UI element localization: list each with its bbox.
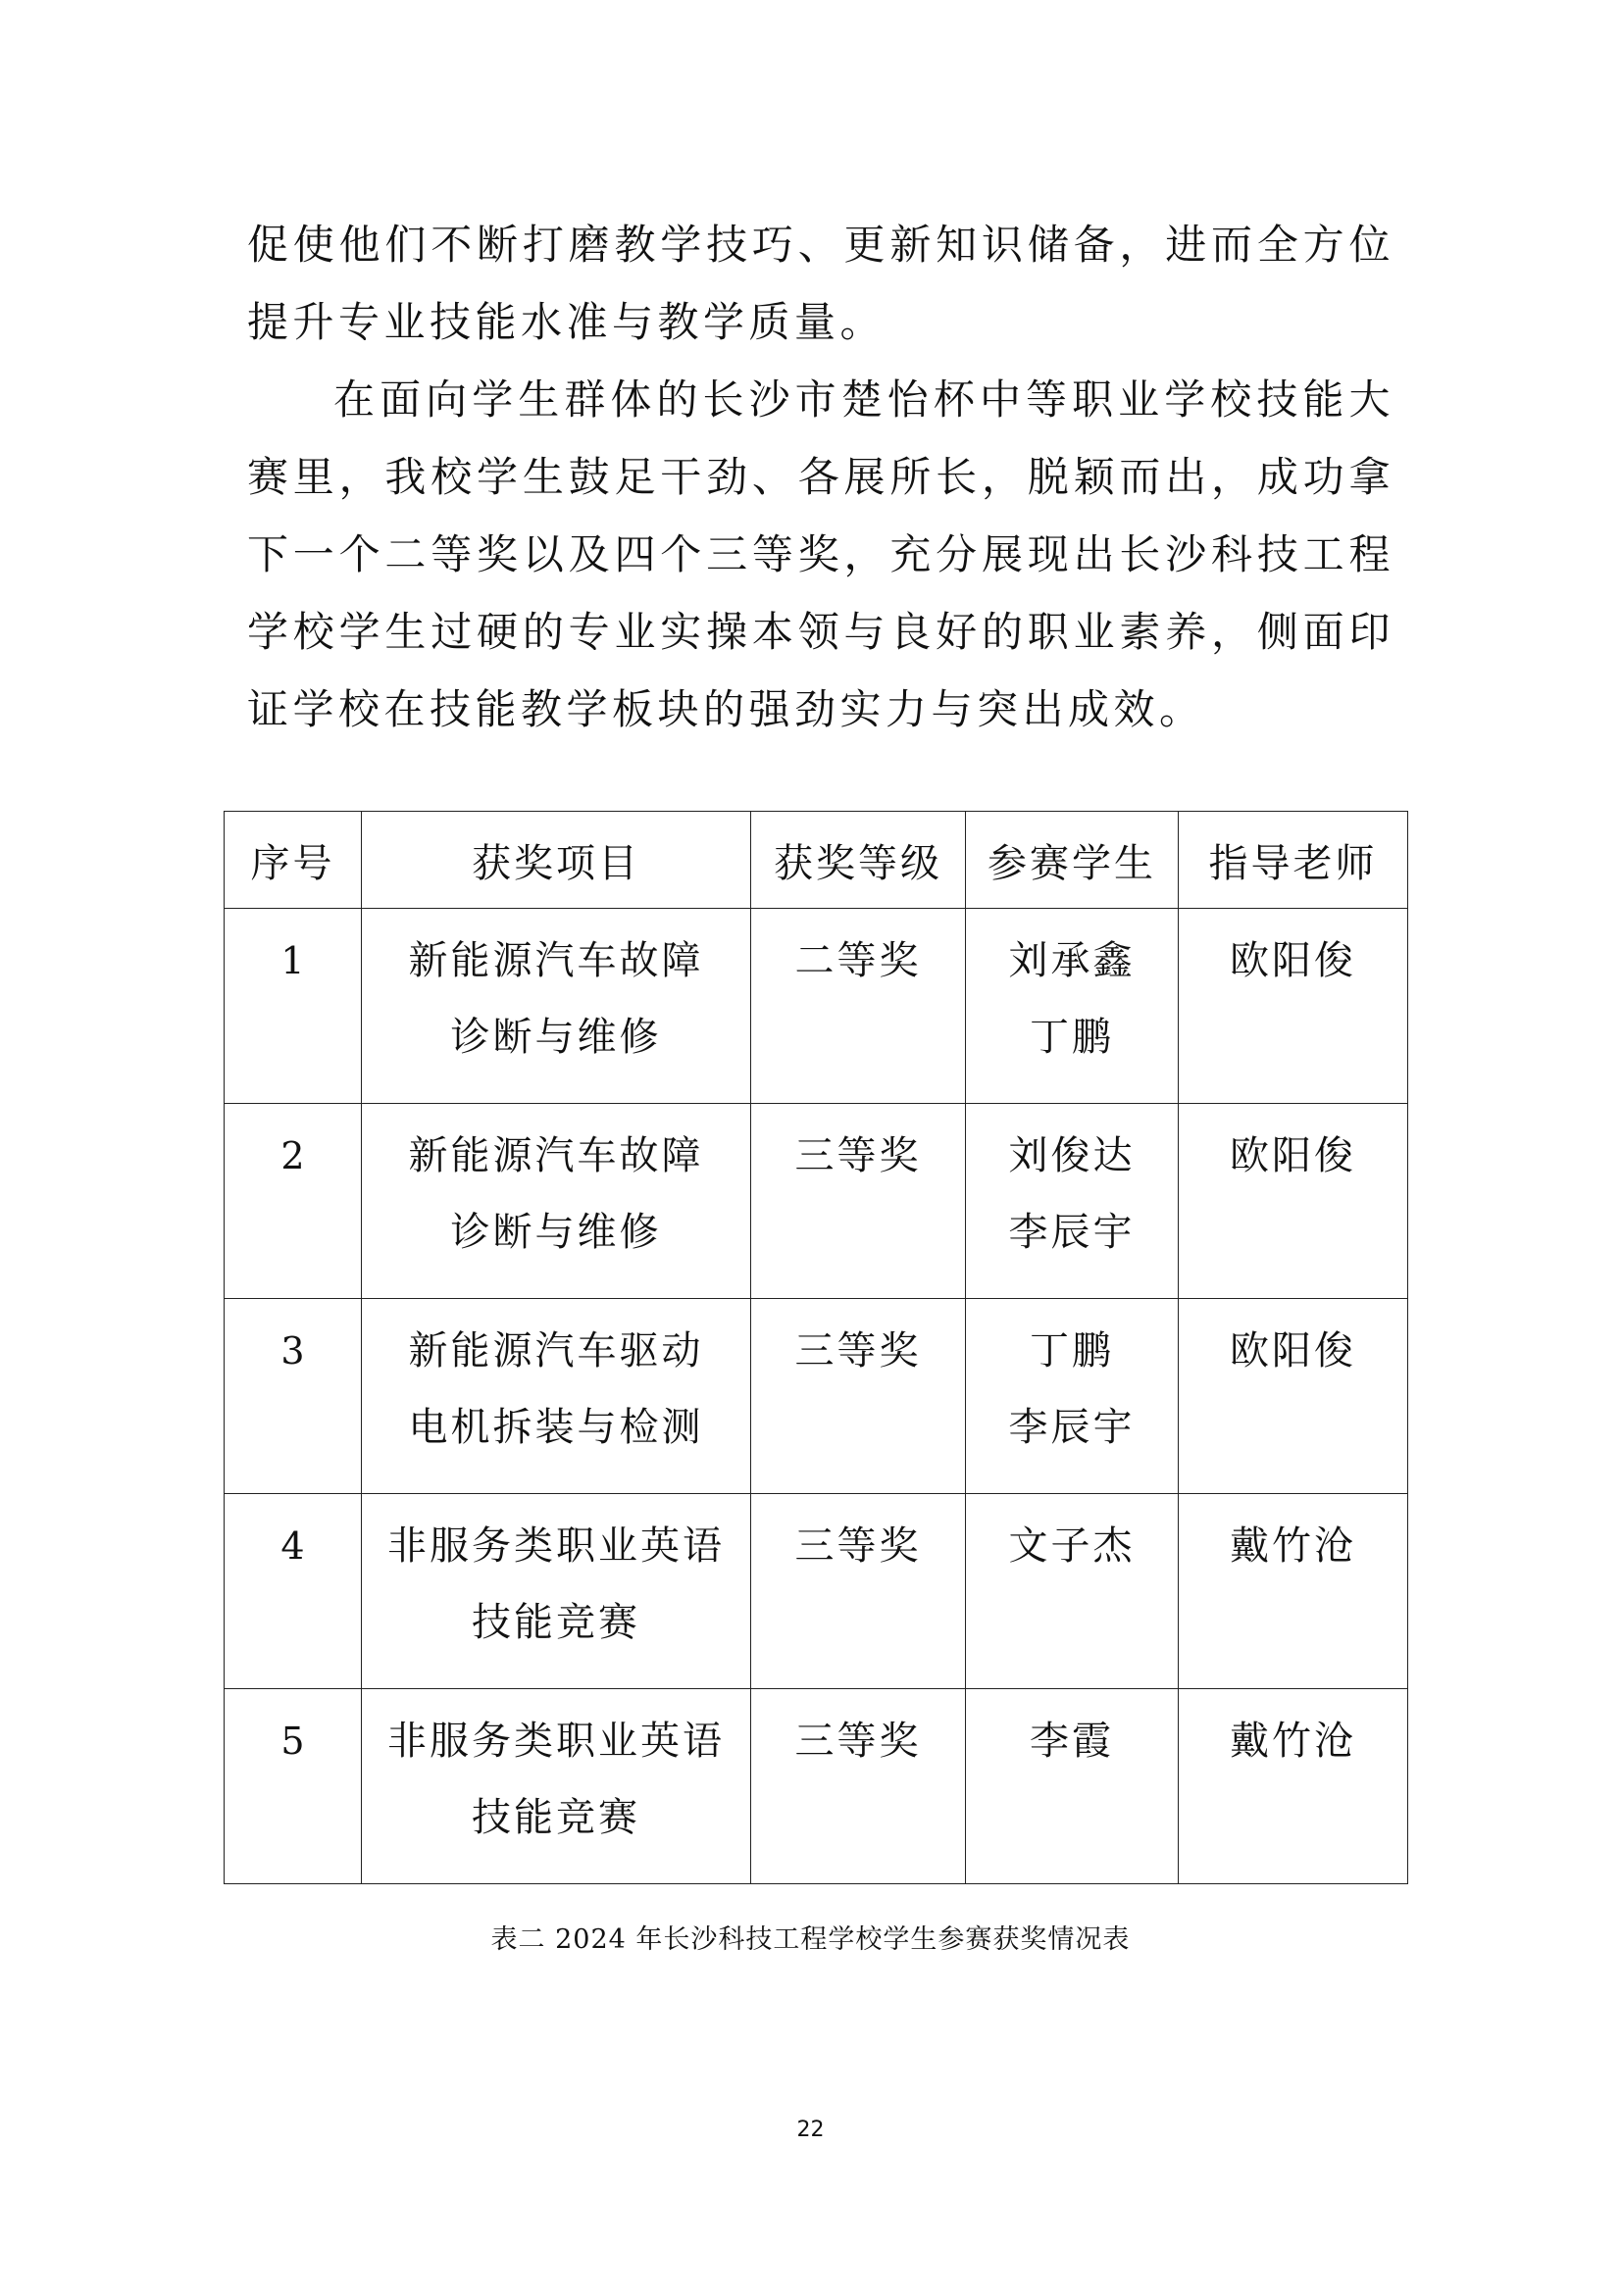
student-name: 丁鹏 — [1030, 1328, 1114, 1373]
student-name: 李辰宇 — [1008, 1405, 1136, 1450]
row-level: 三等奖 — [751, 1689, 966, 1884]
student-name: 文子杰 — [1008, 1523, 1136, 1569]
table-caption: 表二 2024 年长沙科技工程学校学生参赛获奖情况表 — [490, 1924, 1131, 1955]
header-index: 序号 — [225, 812, 362, 909]
table-row — [225, 1104, 1408, 1299]
project-line: 诊断与维修 — [450, 1210, 662, 1255]
student-name: 刘俊达 — [1008, 1133, 1136, 1178]
row-index: 2 — [225, 1104, 362, 1299]
student-name: 刘承鑫 — [1008, 938, 1136, 983]
table-row — [225, 909, 1408, 1104]
row-level: 三等奖 — [751, 1104, 966, 1299]
header-students: 参赛学生 — [966, 812, 1179, 909]
paragraph-competition-summary: 在面向学生群体的长沙市楚怡杯中等职业学校技能大赛里，我校学生鼓足干劲、各展所长，脱颖而出，成功拿下一个二等奖以及四个三等奖，充分展现出长沙科技工程学校学生过硬的专业实操本领与良好的职业素养，侧面印证学校在技能教学板块的强劲实力与突出成效。 — [247, 375, 1394, 733]
row-index: 5 — [225, 1689, 362, 1884]
row-students — [966, 1104, 1179, 1299]
table-row — [225, 1299, 1408, 1494]
row-students — [966, 1299, 1179, 1494]
row-project — [362, 1299, 751, 1494]
project-line: 电机拆装与检测 — [408, 1405, 704, 1450]
header-teacher: 指导老师 — [1179, 812, 1408, 909]
project-line: 诊断与维修 — [450, 1015, 662, 1060]
project-line: 非服务类职业英语 — [387, 1523, 725, 1569]
row-level: 三等奖 — [751, 1494, 966, 1689]
project-line: 技能竞赛 — [472, 1795, 640, 1840]
awards-table — [224, 811, 1408, 1884]
table-row — [225, 1494, 1408, 1689]
row-project — [362, 1689, 751, 1884]
table-header-row — [225, 812, 1408, 909]
row-teacher: 欧阳俊 — [1179, 1299, 1408, 1494]
row-teacher: 欧阳俊 — [1179, 909, 1408, 1104]
row-teacher: 戴竹沧 — [1179, 1689, 1408, 1884]
project-line: 新能源汽车故障 — [408, 938, 704, 983]
row-index: 3 — [225, 1299, 362, 1494]
row-project — [362, 909, 751, 1104]
row-index: 1 — [225, 909, 362, 1104]
paragraph-continuation: 促使他们不断打磨教学技巧、更新知识储备，进而全方位提升专业技能水准与教学质量。 — [247, 221, 1394, 346]
project-line: 新能源汽车故障 — [408, 1133, 704, 1178]
row-project — [362, 1494, 751, 1689]
student-name: 李霞 — [1030, 1719, 1114, 1764]
table-row — [225, 1689, 1408, 1884]
body-text — [247, 206, 1394, 748]
row-teacher: 欧阳俊 — [1179, 1104, 1408, 1299]
row-students — [966, 1494, 1179, 1689]
row-teacher: 戴竹沧 — [1179, 1494, 1408, 1689]
row-index: 4 — [225, 1494, 362, 1689]
project-line: 技能竞赛 — [472, 1600, 640, 1645]
header-project: 获奖项目 — [362, 812, 751, 909]
row-students — [966, 1689, 1179, 1884]
row-level: 三等奖 — [751, 1299, 966, 1494]
row-level: 二等奖 — [751, 909, 966, 1104]
project-line: 新能源汽车驱动 — [408, 1328, 704, 1373]
row-students — [966, 909, 1179, 1104]
page-number: 22 — [796, 2118, 825, 2142]
project-line: 非服务类职业英语 — [387, 1719, 725, 1764]
row-project — [362, 1104, 751, 1299]
student-name: 李辰宇 — [1008, 1210, 1136, 1255]
student-name: 丁鹏 — [1030, 1015, 1114, 1060]
header-level: 获奖等级 — [751, 812, 966, 909]
